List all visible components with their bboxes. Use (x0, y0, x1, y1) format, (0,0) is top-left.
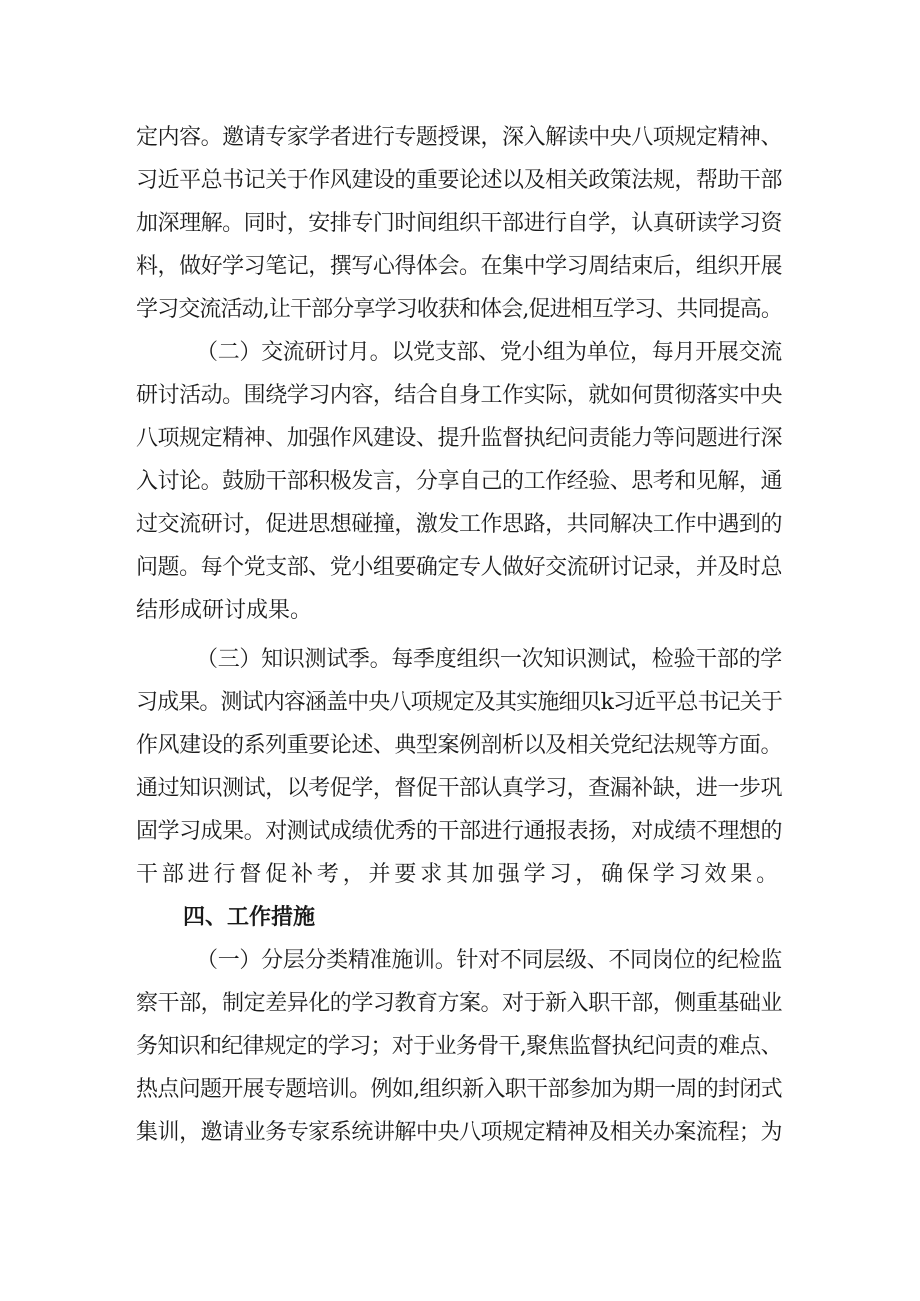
paragraph-line (0, 1116, 920, 1150)
line-text: 务知识和纪律规定的学习；对于业务骨干,聚焦监督执纪问责的难点、 (136, 1034, 783, 1059)
line-text: 研讨活动。围绕学习内容，结合自身工作实际，就如何贯彻落实中央 (136, 383, 782, 408)
line-text: 过交流研讨，促进思想碰撞，激发工作思路，共同解决工作中遇到的 (136, 512, 782, 537)
paragraph-line (0, 815, 920, 849)
paragraph-line (0, 422, 920, 456)
paragraph-line (0, 594, 920, 628)
line-text: 通过知识测试，以考促学，督促干部认真学习，查漏补缺，进一步巩 (136, 776, 782, 801)
paragraph-line (0, 1073, 920, 1107)
line-text: 固学习成果。对测试成绩优秀的干部进行通报表扬，对成绩不理想的 (136, 819, 782, 844)
line-text: 习近平总书记关于作风建设的重要论述以及相关政策法规，帮助干部 (136, 168, 782, 193)
line-text: 问题。每个党支部、党小组要确定专人做好交流研讨记录，并及时总 (136, 555, 782, 580)
paragraph-line (0, 858, 920, 892)
line-text: （二）交流研讨月。以党支部、党小组为单位，每月开展交流 (196, 340, 782, 365)
paragraph-line (0, 1030, 920, 1064)
section-heading (0, 901, 920, 935)
line-text: 料，做好学习笔记，撰写心得体会。在集中学习周结束后，组织开展 (136, 254, 782, 279)
line-text: 集训，邀请业务专家系统讲解中央八项规定精神及相关办案流程；为 (136, 1120, 782, 1145)
paragraph-line (0, 207, 920, 241)
paragraph-line (0, 293, 920, 327)
paragraph-line (0, 643, 920, 677)
line-text: 八项规定精神、加强作风建设、提升监督执纪问责能力等问题进行深 (136, 426, 782, 451)
line-text: 热点问题开展专题培训。例如,组织新入职干部参加为期一周的封闭式 (136, 1077, 783, 1102)
paragraph-line (0, 772, 920, 806)
paragraph-line (0, 686, 920, 720)
line-text: 察干部，制定差异化的学习教育方案。对于新入职干部，侧重基础业 (136, 991, 782, 1016)
line-text: 定内容。邀请专家学者进行专题授课，深入解读中央八项规定精神、 (136, 125, 782, 150)
line-text: 习成果。测试内容涵盖中央八项规定及其实施细贝k习近平总书记关于 (136, 690, 782, 715)
line-text: 学习交流活动,让干部分享学习收获和体会,促进相互学习、共同提高。 (136, 297, 782, 322)
paragraph-line (0, 987, 920, 1021)
line-text: 干部进行督促补考，并要求其加强学习，确保学习效果。 (136, 862, 782, 887)
paragraph-line (0, 551, 920, 585)
line-text: 作风建设的系列重要论述、典型案例剖析以及相关党纪法规等方面。 (136, 733, 782, 758)
paragraph-line (0, 121, 920, 155)
paragraph-line (0, 729, 920, 763)
line-text: 加深理解。同时，安排专门时间组织干部进行自学，认真研读学习资 (136, 211, 782, 236)
paragraph-line (0, 508, 920, 542)
line-text: （三）知识测试季。每季度组织一次知识测试，检验干部的学 (196, 647, 782, 672)
heading-text: 四、工作措施 (183, 905, 316, 930)
paragraph-line (0, 336, 920, 370)
paragraph-line (0, 379, 920, 413)
paragraph-line (0, 465, 920, 499)
paragraph-line (0, 250, 920, 284)
line-text: 结形成研讨成果。 (136, 598, 313, 623)
line-text: （一）分层分类精准施训。针对不同层级、不同岗位的纪检监 (196, 948, 782, 973)
paragraph-line (0, 944, 920, 978)
paragraph-line (0, 164, 920, 198)
line-text: 入讨论。鼓励干部积极发言，分享自己的工作经验、思考和见解，通 (136, 469, 782, 494)
